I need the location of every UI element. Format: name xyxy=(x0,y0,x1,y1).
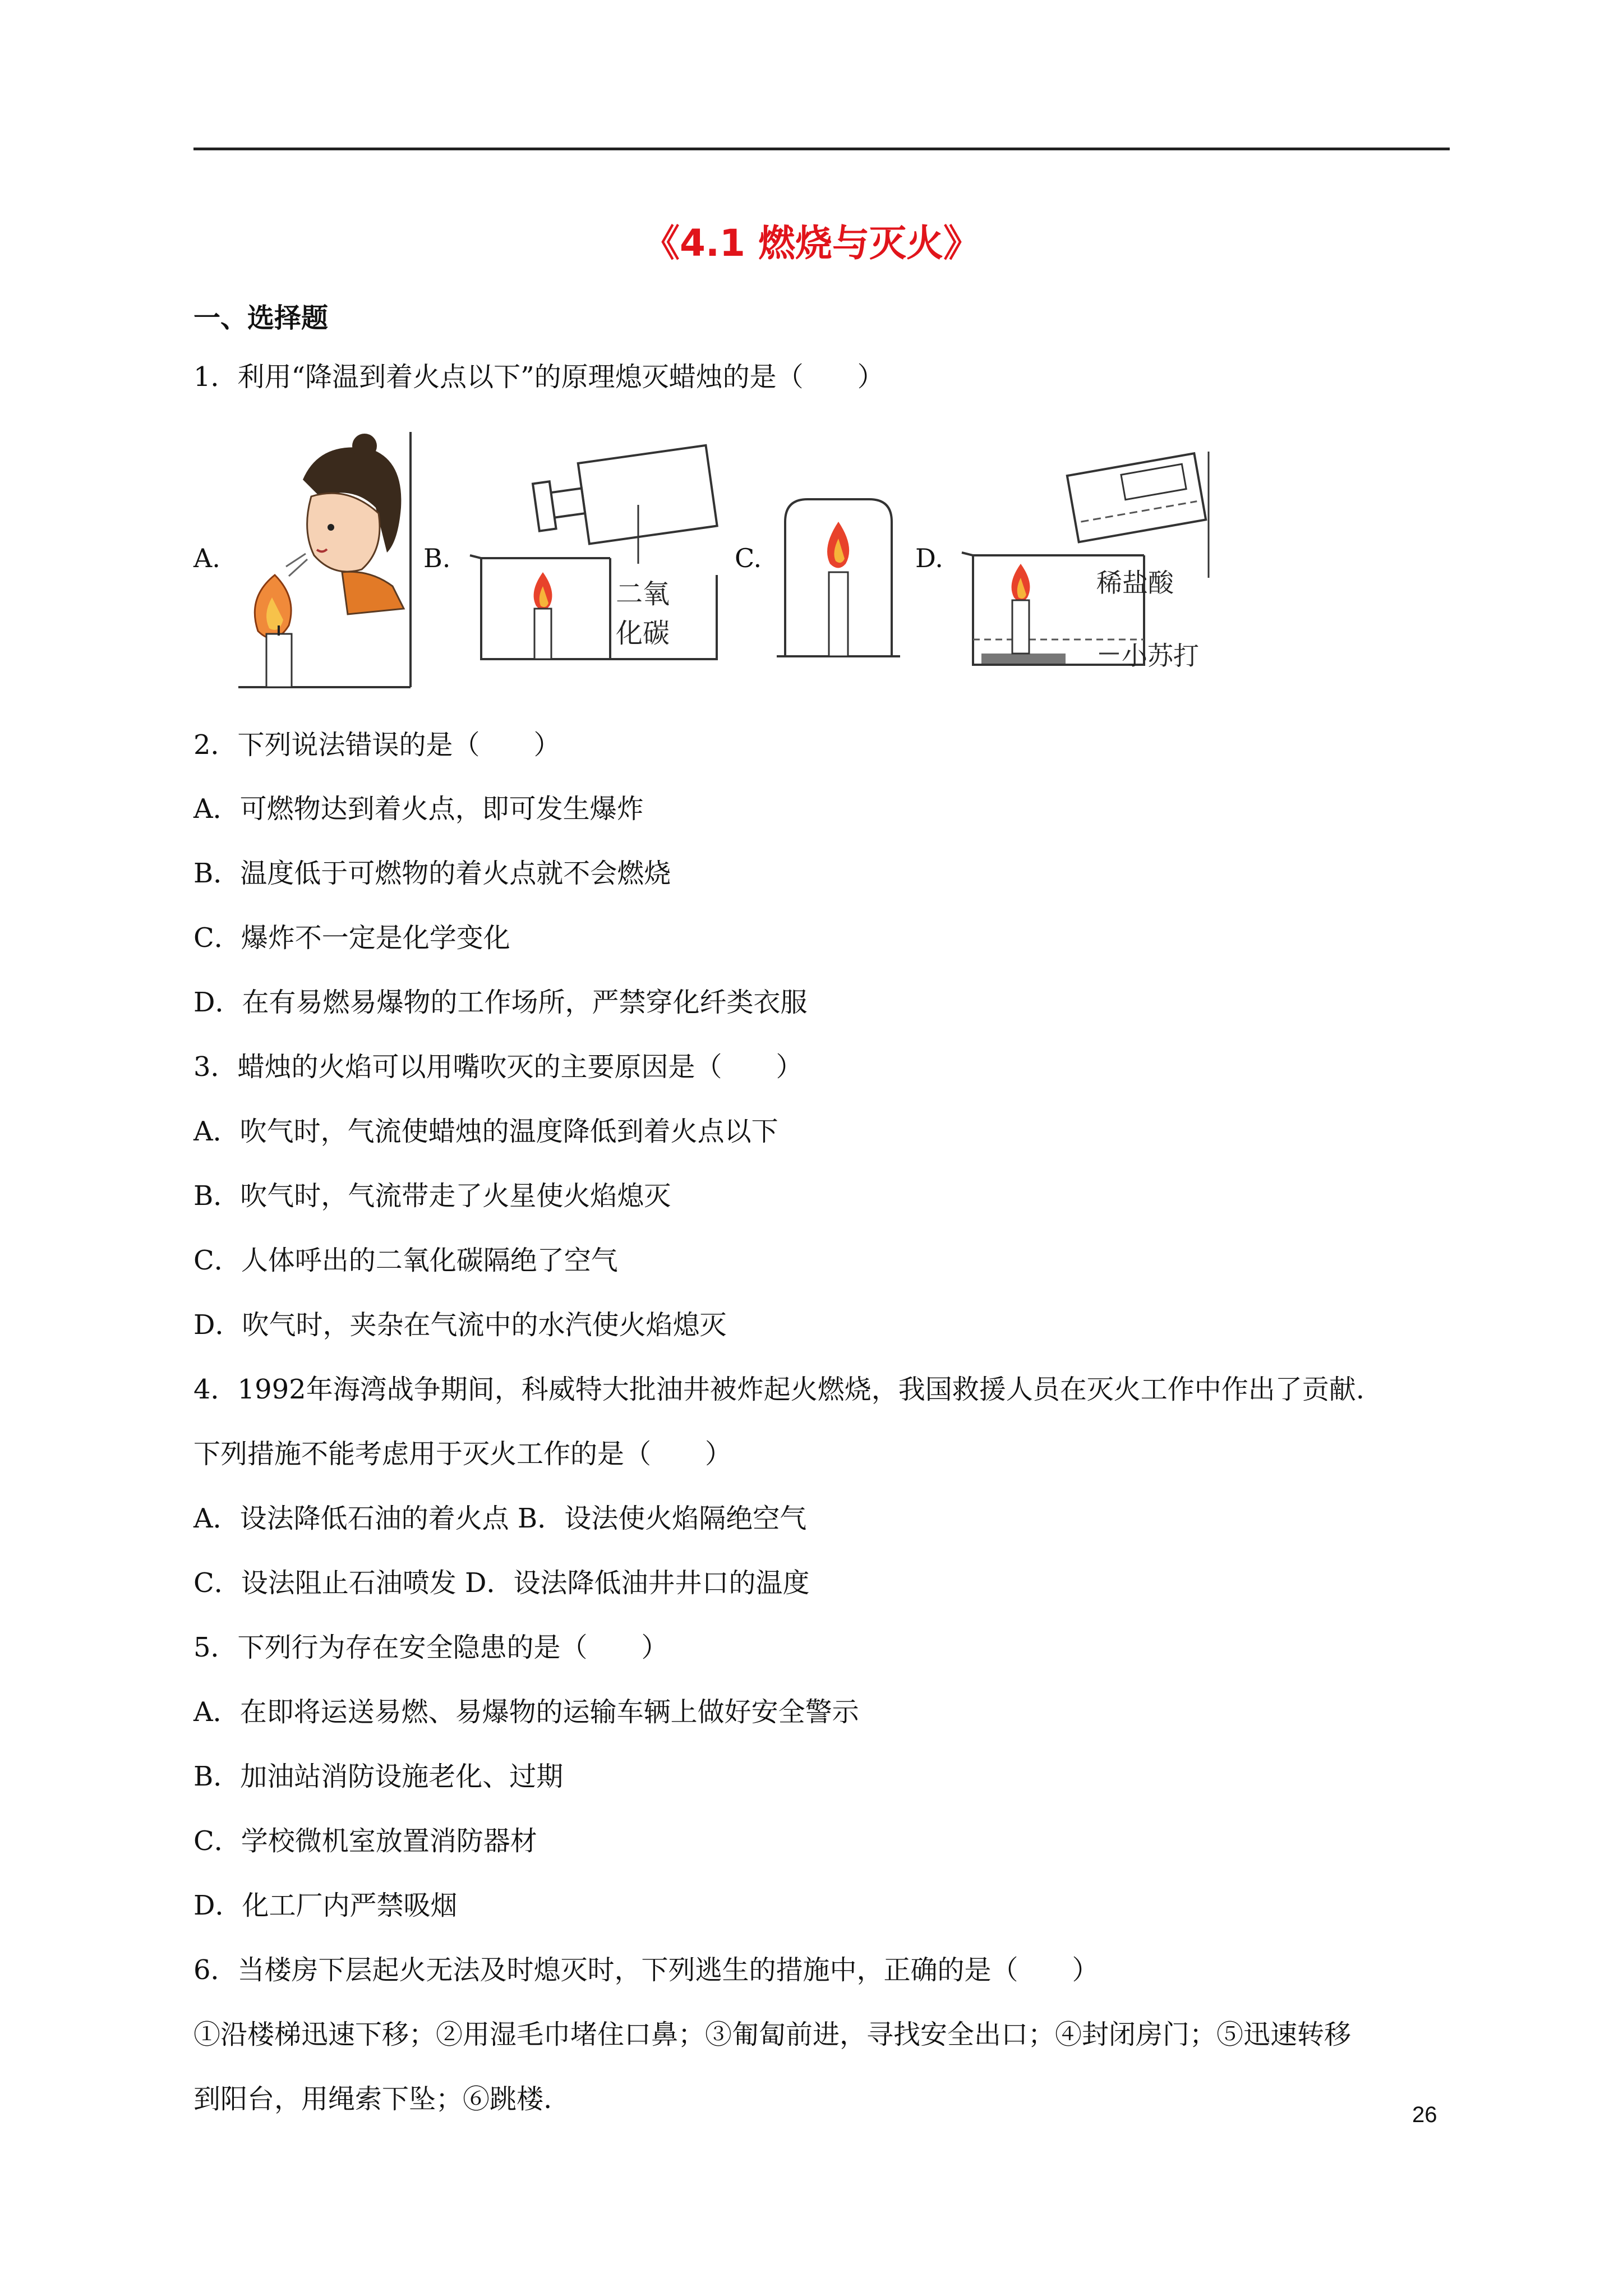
q2-option-d: D．在有易燃易爆物的工作场所，严禁穿化纤类衣服 xyxy=(193,987,808,1018)
q2-option-a: A．可燃物达到着火点，即可发生爆炸 xyxy=(193,793,644,825)
q1-option-b-label: B. xyxy=(423,543,451,573)
q4-options-ab: A．设法降低石油的着火点 B．设法使火焰隔绝空气 xyxy=(193,1503,807,1534)
figure-b-label-line1: 二氧 xyxy=(616,578,670,610)
q5-option-b: B．加油站消防设施老化、过期 xyxy=(193,1761,564,1792)
question-3-stem: 3．蜡烛的火焰可以用嘴吹灭的主要原因是（ ） xyxy=(193,1051,803,1083)
header-rule xyxy=(193,148,1450,150)
q1-option-a-label: A. xyxy=(193,543,220,573)
q4-options-cd: C．设法阻止石油喷发 D．设法降低油井井口的温度 xyxy=(193,1567,810,1599)
question-2-stem: 2．下列说法错误的是（ ） xyxy=(193,729,561,761)
figure-d-label-soda: 小苏打 xyxy=(1122,641,1199,670)
q6-detail-line1: ①沿楼梯迅速下移；②用湿毛巾堵住口鼻；③匍匐前进，寻找安全出口；④封闭房门；⑤迅速转移 xyxy=(193,2019,1352,2050)
q5-option-a: A．在即将运送易燃、易爆物的运输车辆上做好安全警示 xyxy=(193,1696,859,1728)
page-title: 《4.1 燃烧与灭火》 xyxy=(643,222,980,265)
question-1-stem: 1．利用“降温到着火点以下”的原理熄灭蜡烛的是（ ） xyxy=(193,361,884,393)
q3-option-c: C．人体呼出的二氧化碳隔绝了空气 xyxy=(193,1245,618,1276)
q6-detail-line2: 到阳台，用绳索下坠；⑥跳楼. xyxy=(193,2083,552,2115)
q3-option-d: D．吹气时，夹杂在气流中的水汽使火焰熄灭 xyxy=(193,1309,727,1341)
question-6-stem: 6．当楼房下层起火无法及时熄灭时，下列逃生的措施中，正确的是（ ） xyxy=(193,1954,1099,1986)
q2-option-c: C．爆炸不一定是化学变化 xyxy=(193,922,510,954)
figure-d-label-acid: 稀盐酸 xyxy=(1096,568,1174,598)
question-5-stem: 5．下列行为存在安全隐患的是（ ） xyxy=(193,1632,668,1663)
figure-b-co2-beaker xyxy=(464,443,728,668)
page-number: 26 xyxy=(1412,2102,1437,2127)
q5-option-d: D．化工厂内严禁吸烟 xyxy=(193,1890,458,1921)
figure-a-blowing-candle xyxy=(236,429,415,690)
figure-c-candle-jar xyxy=(774,488,909,668)
question-4-stem-line2: 下列措施不能考虑用于灭火工作的是（ ） xyxy=(193,1438,732,1470)
q1-option-c-label: C. xyxy=(735,543,762,573)
q2-option-b: B．温度低于可燃物的着火点就不会燃烧 xyxy=(193,858,671,889)
q5-option-c: C．学校微机室放置消防器材 xyxy=(193,1825,537,1857)
figure-d-acid-soda xyxy=(959,443,1223,670)
q1-option-d-label: D. xyxy=(915,543,943,573)
section-heading: 一、选择题 xyxy=(193,302,329,334)
figure-b-label-line2: 化碳 xyxy=(616,618,670,649)
q3-option-b: B．吹气时，气流带走了火星使火焰熄灭 xyxy=(193,1180,671,1212)
question-4-stem-line1: 4．1992年海湾战争期间，科威特大批油井被炸起火燃烧，我国救援人员在灭火工作中作出了贡献. xyxy=(193,1374,1364,1405)
q3-option-a: A．吹气时，气流使蜡烛的温度降低到着火点以下 xyxy=(193,1116,778,1147)
